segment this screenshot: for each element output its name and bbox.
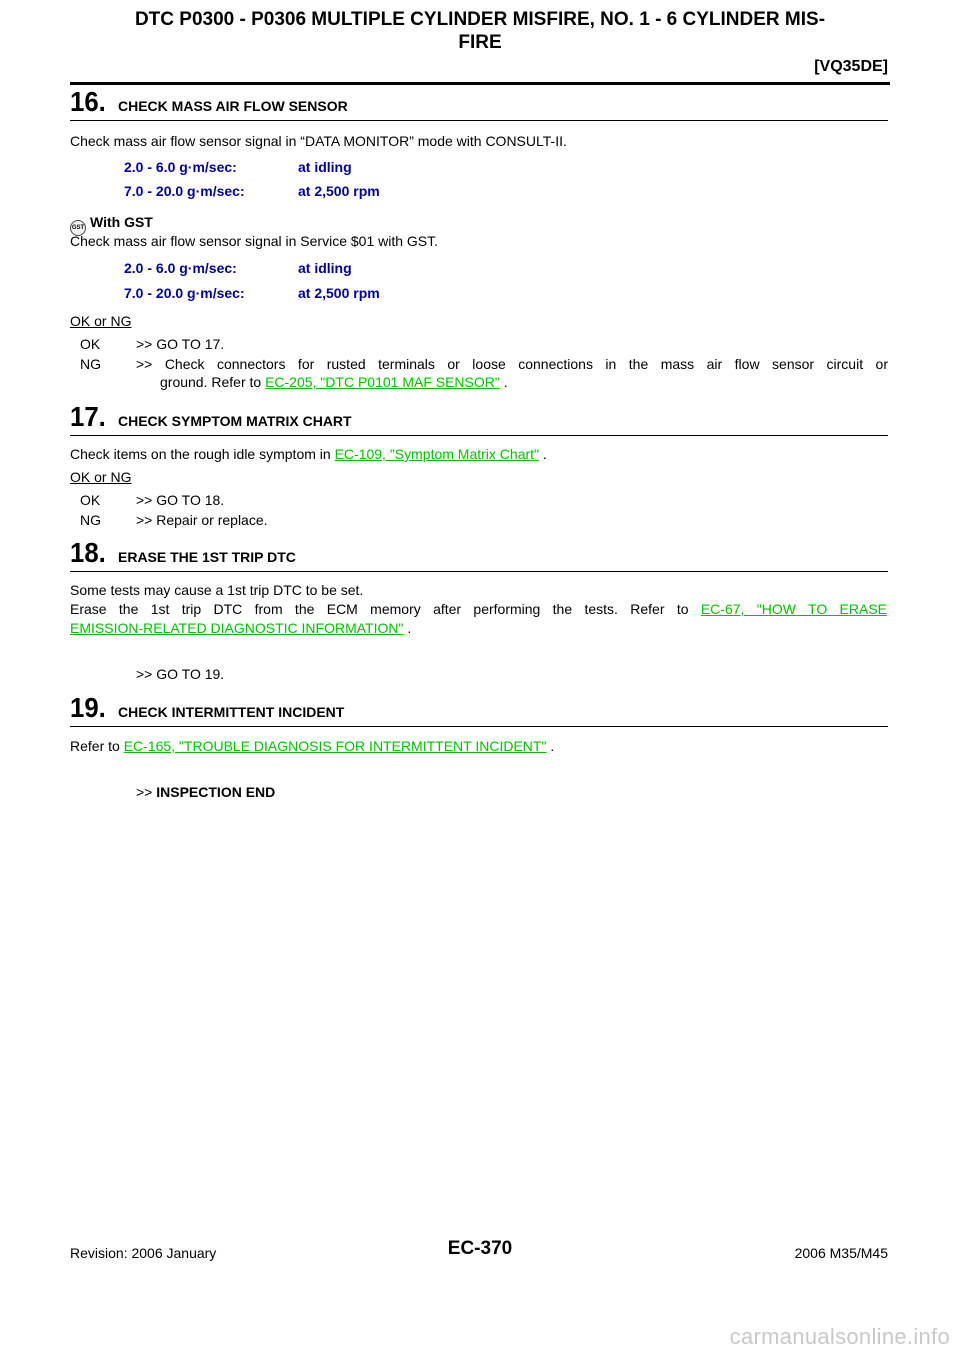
step-16-heading — [70, 86, 888, 121]
spec-condition: at idling — [298, 260, 352, 276]
erase-info-link-part1[interactable]: EC-67, "HOW TO ERASE — [700, 601, 887, 617]
step-17-heading — [70, 401, 888, 436]
consult-instruction: Check mass air flow sensor signal in “DATA MONITOR” mode with CONSULT-II. — [70, 133, 567, 149]
step-title: CHECK SYMPTOM MATRIX CHART — [118, 413, 352, 429]
step-18-heading — [70, 537, 888, 572]
period: . — [550, 738, 555, 754]
spec-condition: at 2,500 rpm — [298, 183, 380, 199]
step-title: CHECK INTERMITTENT INCIDENT — [118, 704, 345, 720]
symptom-instruction — [70, 445, 547, 463]
instruction-text: Refer to — [70, 738, 120, 754]
spec-value: 7.0 - 20.0 g·m/sec: — [124, 285, 245, 301]
gst-instruction: Check mass air flow sensor signal in Service $01 with GST. — [70, 233, 439, 249]
page-title-line1: DTC P0300 - P0306 MULTIPLE CYLINDER MISFIRE, NO. 1 - 6 CYLINDER MIS- — [134, 9, 826, 30]
page-title-line2: FIRE — [458, 32, 502, 53]
result-code: OK — [80, 492, 101, 508]
erase-info-link-part2[interactable]: EMISSION-RELATED DIAGNOSTIC INFORMATION" — [70, 620, 404, 636]
step-number: 17. — [70, 401, 106, 432]
spec-value: 7.0 - 20.0 g·m/sec: — [124, 183, 245, 199]
ok-or-ng-label: OK or NG — [70, 313, 132, 329]
instruction-text: Erase the 1st trip DTC from the ECM memory after performing the tests. Refer to — [70, 601, 689, 617]
step18-text2 — [70, 600, 887, 618]
inspection-end: INSPECTION END — [156, 784, 276, 800]
page-title — [70, 8, 890, 54]
result-text: >> GO TO 18. — [136, 492, 225, 508]
result-text-cont: ground. Refer to — [160, 374, 262, 390]
period: . — [503, 374, 508, 390]
symptom-matrix-link[interactable]: EC-109, "Symptom Matrix Chart" — [334, 446, 540, 462]
step18-text1: Some tests may cause a 1st trip DTC to be set. — [70, 582, 364, 598]
step18-text2-cont — [70, 619, 411, 637]
step19-result — [136, 783, 275, 801]
step18-result: >> GO TO 19. — [136, 666, 225, 682]
revision-date: Revision: 2006 January — [70, 1245, 217, 1261]
spec-row — [124, 183, 380, 199]
result-ng — [80, 511, 268, 529]
page-number: EC-370 — [447, 1238, 513, 1259]
result-ok — [80, 491, 224, 509]
step19-instruction — [70, 737, 554, 755]
step-number: 18. — [70, 537, 106, 568]
spec-value: 2.0 - 6.0 g·m/sec: — [124, 159, 237, 175]
spec-condition: at idling — [298, 159, 352, 175]
result-text: >> GO TO 17. — [136, 336, 225, 352]
ok-or-ng-label: OK or NG — [70, 469, 132, 485]
instruction-text: Check items on the rough idle symptom in — [70, 446, 331, 462]
spec-value: 2.0 - 6.0 g·m/sec: — [124, 260, 237, 276]
result-code: OK — [80, 336, 101, 352]
result-code: NG — [80, 512, 101, 528]
engine-code: [VQ35DE] — [814, 58, 888, 75]
header-divider — [70, 82, 890, 85]
gst-icon: GST — [70, 220, 86, 236]
step-title: ERASE THE 1ST TRIP DTC — [118, 549, 296, 565]
period: . — [407, 620, 412, 636]
step-19-heading — [70, 692, 888, 727]
spec-row — [124, 260, 352, 276]
spec-row — [124, 285, 380, 301]
step-number: 19. — [70, 692, 106, 723]
result-text: >> Check connectors for rusted terminals or loose connections in the mass air flow sensor circuit or — [136, 356, 888, 372]
result-text: >> Repair or replace. — [136, 512, 268, 528]
step-number: 16. — [70, 86, 106, 117]
result-ng — [80, 355, 888, 391]
result-arrow: >> — [136, 784, 153, 800]
watermark: carmanualsonline.info — [729, 1324, 950, 1349]
spec-condition: at 2,500 rpm — [298, 285, 380, 301]
maf-sensor-link[interactable]: EC-205, "DTC P0101 MAF SENSOR" — [265, 374, 500, 390]
intermittent-incident-link[interactable]: EC-165, "TROUBLE DIAGNOSIS FOR INTERMITTENT INCIDENT" — [123, 738, 547, 754]
spec-row — [124, 159, 352, 175]
result-code: NG — [80, 356, 101, 372]
step-title: CHECK MASS AIR FLOW SENSOR — [118, 98, 348, 114]
model-name: 2006 M35/M45 — [794, 1245, 888, 1261]
period: . — [542, 446, 547, 462]
result-ok — [80, 335, 224, 353]
gst-heading: With GST — [90, 214, 153, 230]
